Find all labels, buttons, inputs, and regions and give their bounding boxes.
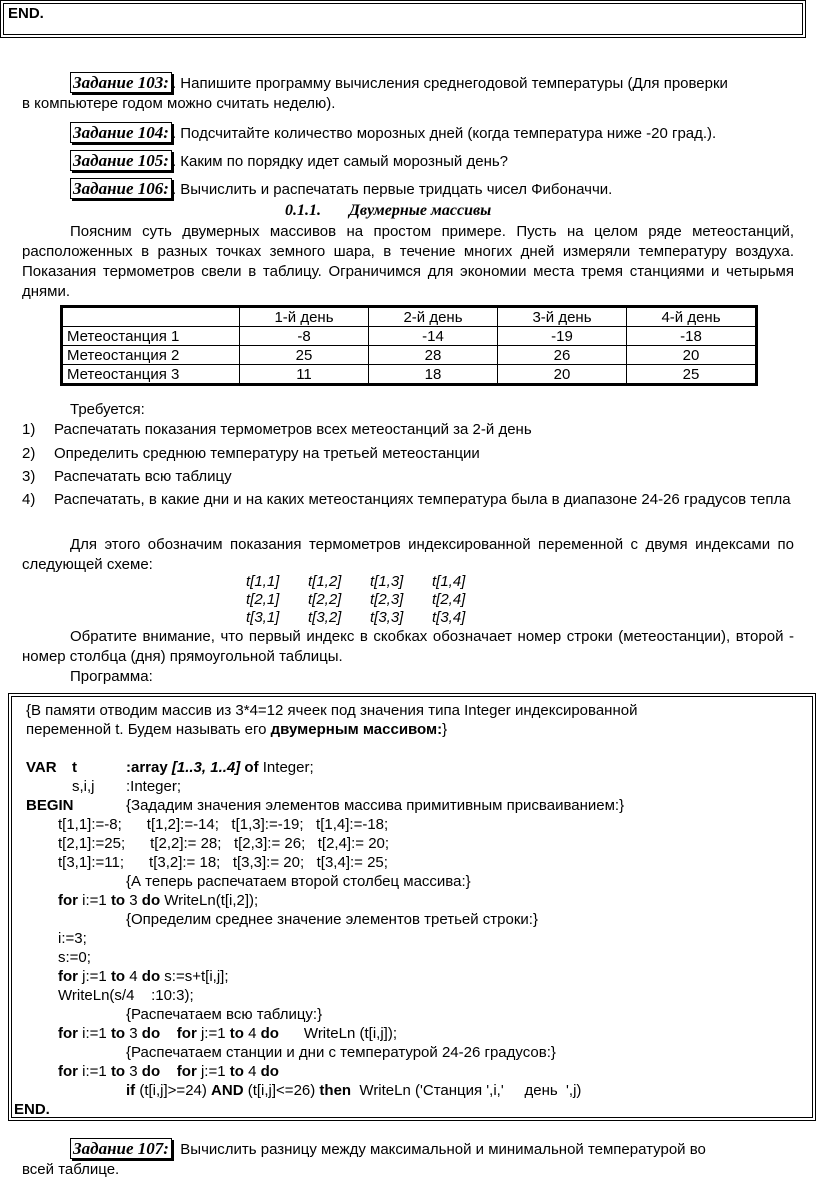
code-line: s:=0;	[58, 949, 91, 966]
task-106	[22, 178, 802, 200]
code-keyword: BEGIN	[26, 797, 74, 814]
table-cell: 20	[627, 346, 757, 365]
table-cell: 25	[240, 346, 369, 365]
task-104-text: . Подсчитайте количество морозных дней (когда температура ниже -20 град.).	[171, 125, 717, 142]
table-cell: 28	[369, 346, 498, 365]
table-row	[62, 327, 757, 346]
temperature-table	[60, 305, 758, 386]
table-cell: -18	[627, 327, 757, 346]
code-line: t[1,1]:=-8; t[1,2]:=-14; t[1,3]:=-19; t[1,4]:=-18;	[58, 816, 389, 833]
task-103-label: Задание 103:	[70, 72, 172, 93]
scheme-cell: t[1,4]	[432, 573, 466, 590]
table-header-cell: 2-й день	[369, 307, 498, 327]
scheme-cell: t[1,3]	[370, 573, 404, 590]
top-end-text: END.	[8, 5, 44, 22]
scheme-cell: t[3,2]	[308, 609, 342, 626]
section-title: Двумерные массивы	[349, 202, 492, 219]
code-line: t[2,1]:=25; t[2,2]:= 28; t[2,3]:= 26; t[2,4]:= 20;	[58, 835, 390, 852]
code-keyword: END.	[14, 1101, 50, 1118]
scheme-row	[246, 609, 494, 627]
code-line: for i:=1 to 3 do for j:=1 to 4 do WriteLn (t[i,j]);	[58, 1025, 397, 1042]
code-keyword: двумерным массивом:	[270, 721, 443, 738]
section-heading	[285, 202, 491, 220]
list-number: 3)	[22, 468, 36, 485]
code-listing	[14, 701, 796, 1119]
scheme-cell: t[2,1]	[246, 591, 280, 608]
code-line: WriteLn(s/4 :10:3);	[58, 987, 194, 1004]
table-header-cell: 3-й день	[498, 307, 627, 327]
task-106-text: . Вычислить и распечатать первые тридцать чисел Фибоначчи.	[171, 181, 613, 198]
code-text: s,i,j	[72, 778, 95, 795]
code-line	[26, 777, 796, 796]
list-item	[22, 490, 794, 530]
code-line: i:=3;	[58, 930, 87, 947]
code-text: переменной t. Будем называть его	[26, 721, 271, 738]
task-107-text: Вычислить разницу между максимальной и минимальной температурой во	[180, 1141, 706, 1158]
table-cell: 26	[498, 346, 627, 365]
code-line	[26, 720, 796, 739]
table-row	[62, 346, 757, 365]
code-line	[26, 796, 796, 815]
table-cell: Метеостанция 1	[62, 327, 240, 346]
table-header-cell: 1-й день	[240, 307, 369, 327]
code-comment: {Определим среднее значение элементов третьей строки:}	[126, 911, 538, 928]
code-keyword: :array	[126, 759, 168, 776]
intro-paragraph: Поясним суть двумерных массивов на простом примере. Пусть на целом ряде метеостанций, расположенных в разных точках земного шара, в течение многих дней измеряли температуру воздуха. Показания термометров свели в таблицу. Ограничимся для экономии места тремя станциями и четырьмя днями.	[22, 223, 794, 300]
task-107	[22, 1138, 802, 1180]
table-header-cell: 4-й день	[627, 307, 757, 327]
table-cell: 20	[498, 365, 627, 385]
list-text: Распечатать всю таблицу	[54, 468, 232, 485]
scheme-row	[246, 591, 494, 609]
scheme-row	[246, 573, 494, 591]
required-label: Требуется:	[70, 401, 145, 418]
table-cell: -19	[498, 327, 627, 346]
section-number: 0.1.1.	[285, 202, 321, 219]
code-line: for i:=1 to 3 do for j:=1 to 4 do	[58, 1063, 279, 1080]
code-line: if (t[i,j]>=24) AND (t[i,j]<=26) then WriteLn ('Станция ',i,' день ',j)	[126, 1082, 582, 1099]
code-text: }	[442, 721, 448, 738]
index-scheme	[246, 573, 494, 627]
table-cell: 25	[627, 365, 757, 385]
code-line	[26, 758, 796, 777]
task-104-label: Задание 104:	[70, 122, 172, 143]
task-105-text: . Каким по порядку идет самый морозный день?	[171, 153, 509, 170]
task-105-label: Задание 105:	[70, 150, 172, 171]
list-number: 2)	[22, 445, 36, 462]
code-blank-line	[26, 739, 796, 758]
scheme-cell: t[3,1]	[246, 609, 280, 626]
code-comment: {Зададим значения элементов массива примитивным присваиванием:}	[126, 797, 625, 814]
table-cell: 11	[240, 365, 369, 385]
scheme-cell: t[2,4]	[432, 591, 466, 608]
list-text: Распечатать, в какие дни и на каких метеостанциях температура была в диапазоне 24-26 градусов тепла	[54, 491, 791, 508]
code-box	[8, 693, 816, 1121]
list-text: Распечатать показания термометров всех метеостанций за 2-й день	[54, 421, 532, 438]
list-number: 1)	[22, 421, 36, 438]
scheme-cell: t[2,3]	[370, 591, 404, 608]
code-text: :Integer;	[126, 778, 182, 795]
task-106-label: Задание 106:	[70, 178, 172, 199]
scheme-cell: t[1,1]	[246, 573, 280, 590]
top-end-box	[0, 0, 806, 38]
list-number: 4)	[22, 491, 36, 508]
code-keyword: t	[72, 759, 77, 776]
code-comment: {Распечатаем станции и дни с температурой 24-26 градусов:}	[126, 1044, 556, 1061]
table-row	[62, 365, 757, 385]
code-comment: {Распечатаем всю таблицу:}	[126, 1006, 323, 1023]
code-keyword: VAR	[26, 759, 57, 776]
scheme-cell: t[1,2]	[308, 573, 342, 590]
code-comment: {А теперь распечатаем второй столбец массива:}	[126, 873, 471, 890]
task-107-label: Задание 107:	[70, 1138, 172, 1159]
code-keyword: [1..3, 1..4]	[171, 759, 241, 776]
scheme-cell: t[3,4]	[432, 609, 466, 626]
table-header-row	[62, 307, 757, 327]
scheme-intro: Для этого обозначим показания термометров индексированной переменной с двумя индексами по следующей схеме:	[22, 536, 794, 573]
scheme-cell: t[2,2]	[308, 591, 342, 608]
table-cell: -8	[240, 327, 369, 346]
task-105	[22, 150, 802, 172]
code-line: {В памяти отводим массив из 3*4=12 ячеек под значения типа Integer индексированной	[26, 702, 638, 719]
note-paragraph: Обратите внимание, что первый индекс в скобках обозначает номер строки (метеостанции), второй - номер столбца (дня) прямоугольной таблицы.	[22, 628, 794, 665]
code-line: t[3,1]:=11; t[3,2]:= 18; t[3,3]:= 20; t[3,4]:= 25;	[58, 854, 388, 871]
list-text: Определить среднюю температуру на третьей метеостанции	[54, 445, 480, 462]
table-cell: -14	[369, 327, 498, 346]
table-header-cell	[62, 307, 240, 327]
task-104	[22, 122, 802, 144]
table-cell: Метеостанция 2	[62, 346, 240, 365]
code-keyword: of	[244, 759, 259, 776]
task-107-text2: всей таблице.	[22, 1161, 120, 1178]
table-cell: 18	[369, 365, 498, 385]
program-label: Программа:	[70, 668, 153, 685]
task-103-text: . Напишите программу вычисления среднегодовой температуры (Для проверки	[171, 75, 728, 92]
task-103-text2: в компьютере годом можно считать неделю).	[22, 95, 336, 112]
scheme-cell: t[3,3]	[370, 609, 404, 626]
table-cell: Метеостанция 3	[62, 365, 240, 385]
task-103	[22, 72, 802, 114]
code-line: for i:=1 to 3 do WriteLn(t[i,2]);	[58, 892, 259, 909]
code-line: for j:=1 to 4 do s:=s+t[i,j];	[58, 968, 229, 985]
code-text: Integer;	[262, 759, 314, 776]
